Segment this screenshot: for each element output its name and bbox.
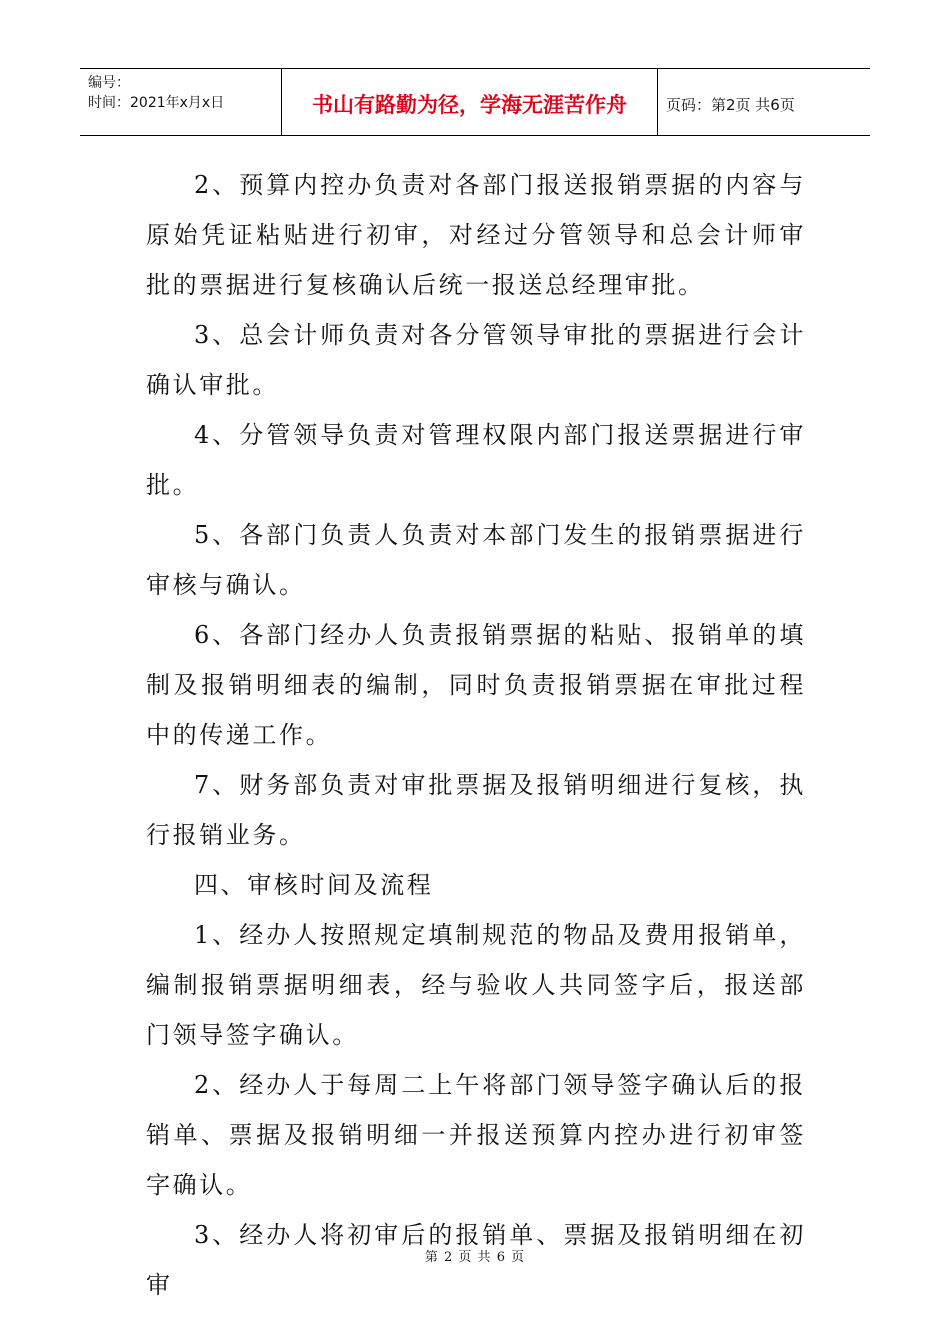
paragraph: 6、各部门经办人负责报销票据的粘贴、报销单的填制及报销明细表的编制，同时负责报销票据在审批过程中的传递工作。	[146, 621, 806, 749]
paragraph: 7、财务部负责对审批票据及报销明细进行复核，执行报销业务。	[146, 771, 806, 849]
section-heading: 四、审核时间及流程	[194, 871, 434, 899]
paragraph: 1、经办人按照规定填制规范的物品及费用报销单，编制报销票据明细表，经与验收人共同签字后，报送部门领导签字确认。	[146, 921, 806, 1049]
paragraph: 4、分管领导负责对管理权限内部门报送票据进行审批。	[146, 421, 806, 499]
header-page-info: 页码：第2页 共6页	[666, 95, 795, 114]
document-time-label: 时间：2021年x月x日	[88, 95, 225, 111]
header-meta	[80, 69, 282, 135]
page-header	[80, 68, 870, 136]
document-number-label: 编号：	[88, 75, 130, 91]
paragraph: 2、经办人于每周二上午将部门领导签字确认后的报销单、票据及报销明细一并报送预算内控办进行初审签字确认。	[146, 1071, 806, 1199]
paragraph: 2、预算内控办负责对各部门报送报销票据的内容与原始凭证粘贴进行初审，对经过分管领导和总会计师审批的票据进行复核确认后统一报送总经理审批。	[146, 171, 806, 299]
paragraph: 3、经办人将初审后的报销单、票据及报销明细在初审	[146, 1221, 806, 1299]
paragraph: 5、各部门负责人负责对本部门发生的报销票据进行审核与确认。	[146, 521, 806, 599]
header-motto: 书山有路勤为径，学海无涯苦作舟	[282, 69, 658, 135]
page-footer: 第 2 页 共 6 页	[424, 1250, 526, 1265]
document-body	[146, 160, 806, 1310]
paragraph: 3、总会计师负责对各分管领导审批的票据进行会计确认审批。	[146, 321, 806, 399]
